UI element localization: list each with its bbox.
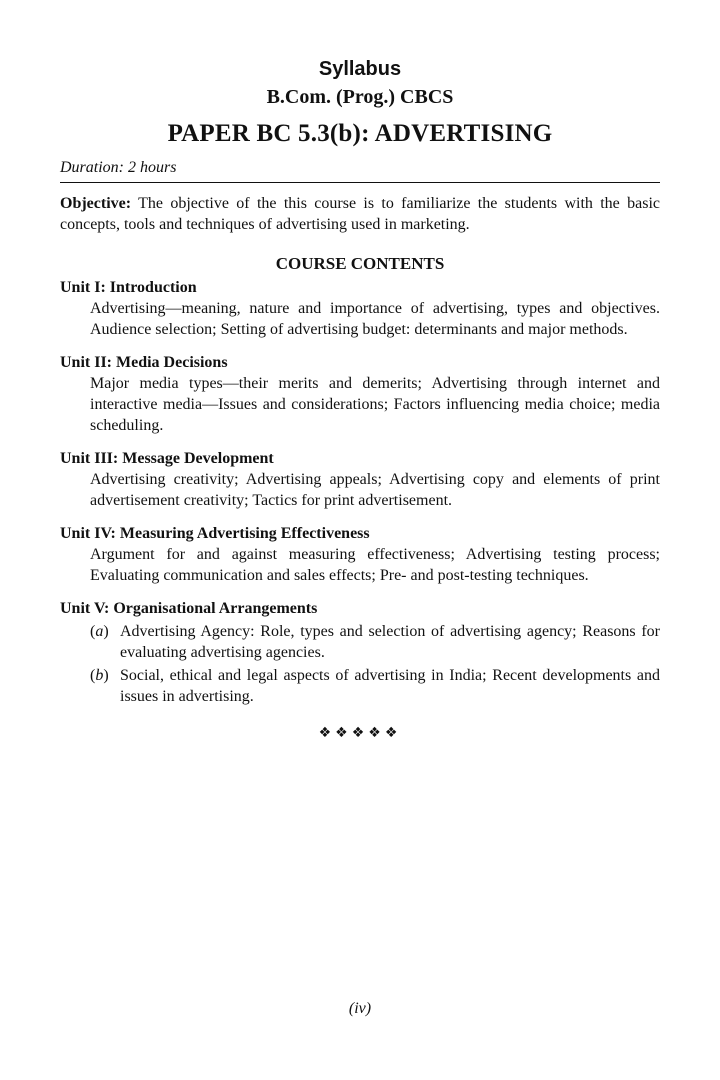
unit-5-item-b bbox=[90, 665, 660, 707]
paper-title: PAPER BC 5.3(b): ADVERTISING bbox=[167, 120, 553, 147]
unit-body: Major media types—their merits and demerits; Advertising through internet and interactive media—Issues and considerations; Factors influencing media choice; media scheduling. bbox=[90, 375, 660, 434]
syllabus-page bbox=[60, 56, 660, 741]
unit-title: Unit III: Message Development bbox=[60, 450, 274, 467]
unit-title: Unit IV: Measuring Advertising Effectiveness bbox=[60, 525, 370, 542]
item-label bbox=[90, 665, 120, 707]
unit-1 bbox=[60, 277, 660, 340]
unit-2 bbox=[60, 352, 660, 436]
program-title: B.Com. (Prog.) CBCS bbox=[266, 86, 454, 108]
label-close-paren: ) bbox=[103, 623, 109, 640]
unit-3 bbox=[60, 448, 660, 511]
unit-5-item-a bbox=[90, 621, 660, 663]
objective-text: The objective of the this course is to familiarize the students with the basic concepts, tools and techniques of advertising used in marketing. bbox=[60, 195, 660, 233]
unit-5 bbox=[60, 598, 660, 707]
label-close-paren: ) bbox=[103, 667, 109, 684]
label-open-paren: ( bbox=[90, 623, 96, 640]
unit-title: Unit V: Organisational Arrangements bbox=[60, 600, 318, 617]
label-open-paren: ( bbox=[90, 667, 96, 684]
item-label bbox=[90, 621, 120, 663]
unit-body: Advertising—meaning, nature and importance of advertising, types and objectives. Audience selection; Setting of advertising budget: determinants and major methods. bbox=[90, 300, 660, 338]
course-contents-heading: COURSE CONTENTS bbox=[275, 254, 445, 273]
unit-body: Advertising creativity; Advertising appeals; Advertising copy and elements of print advertisement creativity; Tactics for print advertisement. bbox=[90, 471, 660, 509]
header-divider bbox=[60, 182, 660, 183]
item-text: Advertising Agency: Role, types and selection of advertising agency; Reasons for evaluating advertising agencies. bbox=[120, 623, 660, 661]
page-number: (iv) bbox=[348, 1000, 372, 1017]
unit-title: Unit II: Media Decisions bbox=[60, 354, 228, 371]
objective-label: Objective: bbox=[60, 195, 132, 212]
unit-4 bbox=[60, 523, 660, 586]
item-text: Social, ethical and legal aspects of advertising in India; Recent developments and issues in advertising. bbox=[120, 667, 660, 705]
unit-body: Argument for and against measuring effectiveness; Advertising testing process; Evaluating communication and sales effects; Pre- and post-testing techniques. bbox=[90, 546, 660, 584]
duration-text: Duration: 2 hours bbox=[60, 159, 177, 176]
objective-paragraph bbox=[60, 193, 660, 235]
label-letter: a bbox=[95, 623, 104, 640]
unit-title: Unit I: Introduction bbox=[60, 279, 197, 296]
label-letter: b bbox=[95, 667, 104, 684]
syllabus-heading: Syllabus bbox=[318, 58, 402, 80]
section-end-ornament-icon: ❖❖❖❖❖ bbox=[318, 725, 402, 741]
